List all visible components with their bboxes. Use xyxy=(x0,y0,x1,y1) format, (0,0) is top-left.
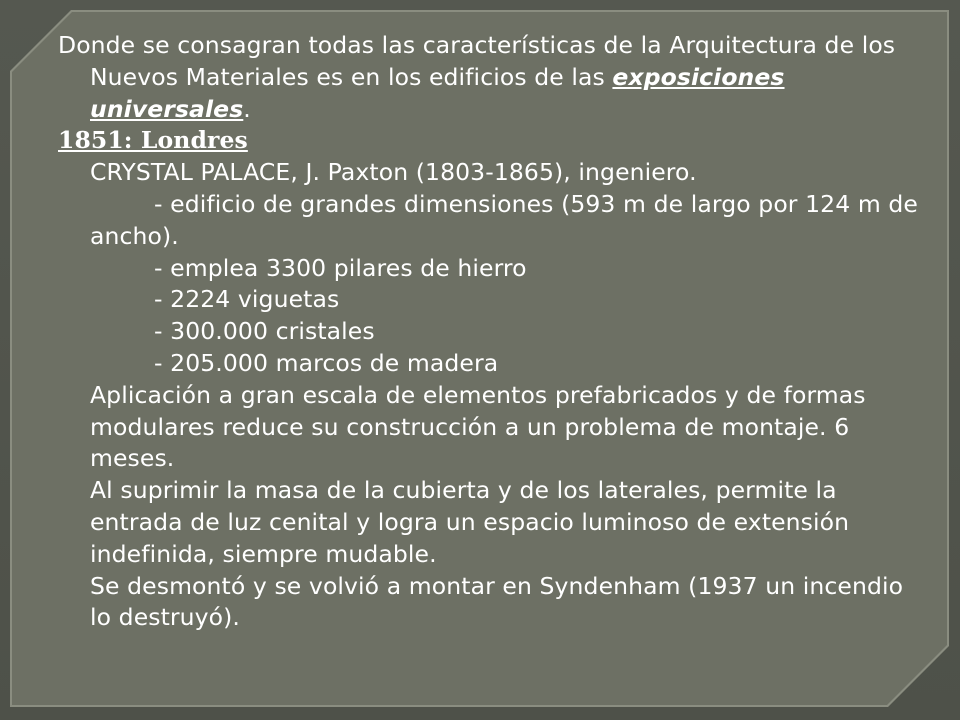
paragraph-syndenham: Se desmontó y se volvió a montar en Syndenham (1937 un incendio lo destruyó). xyxy=(90,571,904,632)
crystal-palace-line: CRYSTAL PALACE, J. Paxton (1803-1865), ingeniero. xyxy=(90,158,697,187)
intro-text: Donde se consagran todas las características de la Arquitectura de los Nuevos Materiales es en los edificios de las xyxy=(58,31,896,91)
intro-paragraph xyxy=(58,30,918,125)
bullet-viguetas: - 2224 viguetas xyxy=(154,285,340,314)
intro-emphasis: exposiciones universales xyxy=(90,62,785,123)
bullet-cristales: - 300.000 cristales xyxy=(154,317,375,346)
slide-text xyxy=(58,30,918,634)
heading-text: 1851: Londres xyxy=(58,126,248,155)
paragraph-prefabricados: Aplicación a gran escala de elementos prefabricados y de formas modulares reduce su construcción a un problema de montaje. 6 meses. xyxy=(90,380,866,473)
bullet-dimensions: - edificio de grandes dimensiones (593 m de largo por 124 m de ancho). xyxy=(90,189,918,250)
section-heading xyxy=(58,125,918,157)
bullet-marcos: - 205.000 marcos de madera xyxy=(154,348,499,377)
paragraph-luz-cenital: Al suprimir la masa de la cubierta y de los laterales, permite la entrada de luz cenital y logra un espacio luminoso de extensión indefinida, siempre mudable. xyxy=(90,476,850,568)
bullet-pilares: - emplea 3300 pilares de hierro xyxy=(154,253,527,282)
intro-period: . xyxy=(243,94,251,123)
